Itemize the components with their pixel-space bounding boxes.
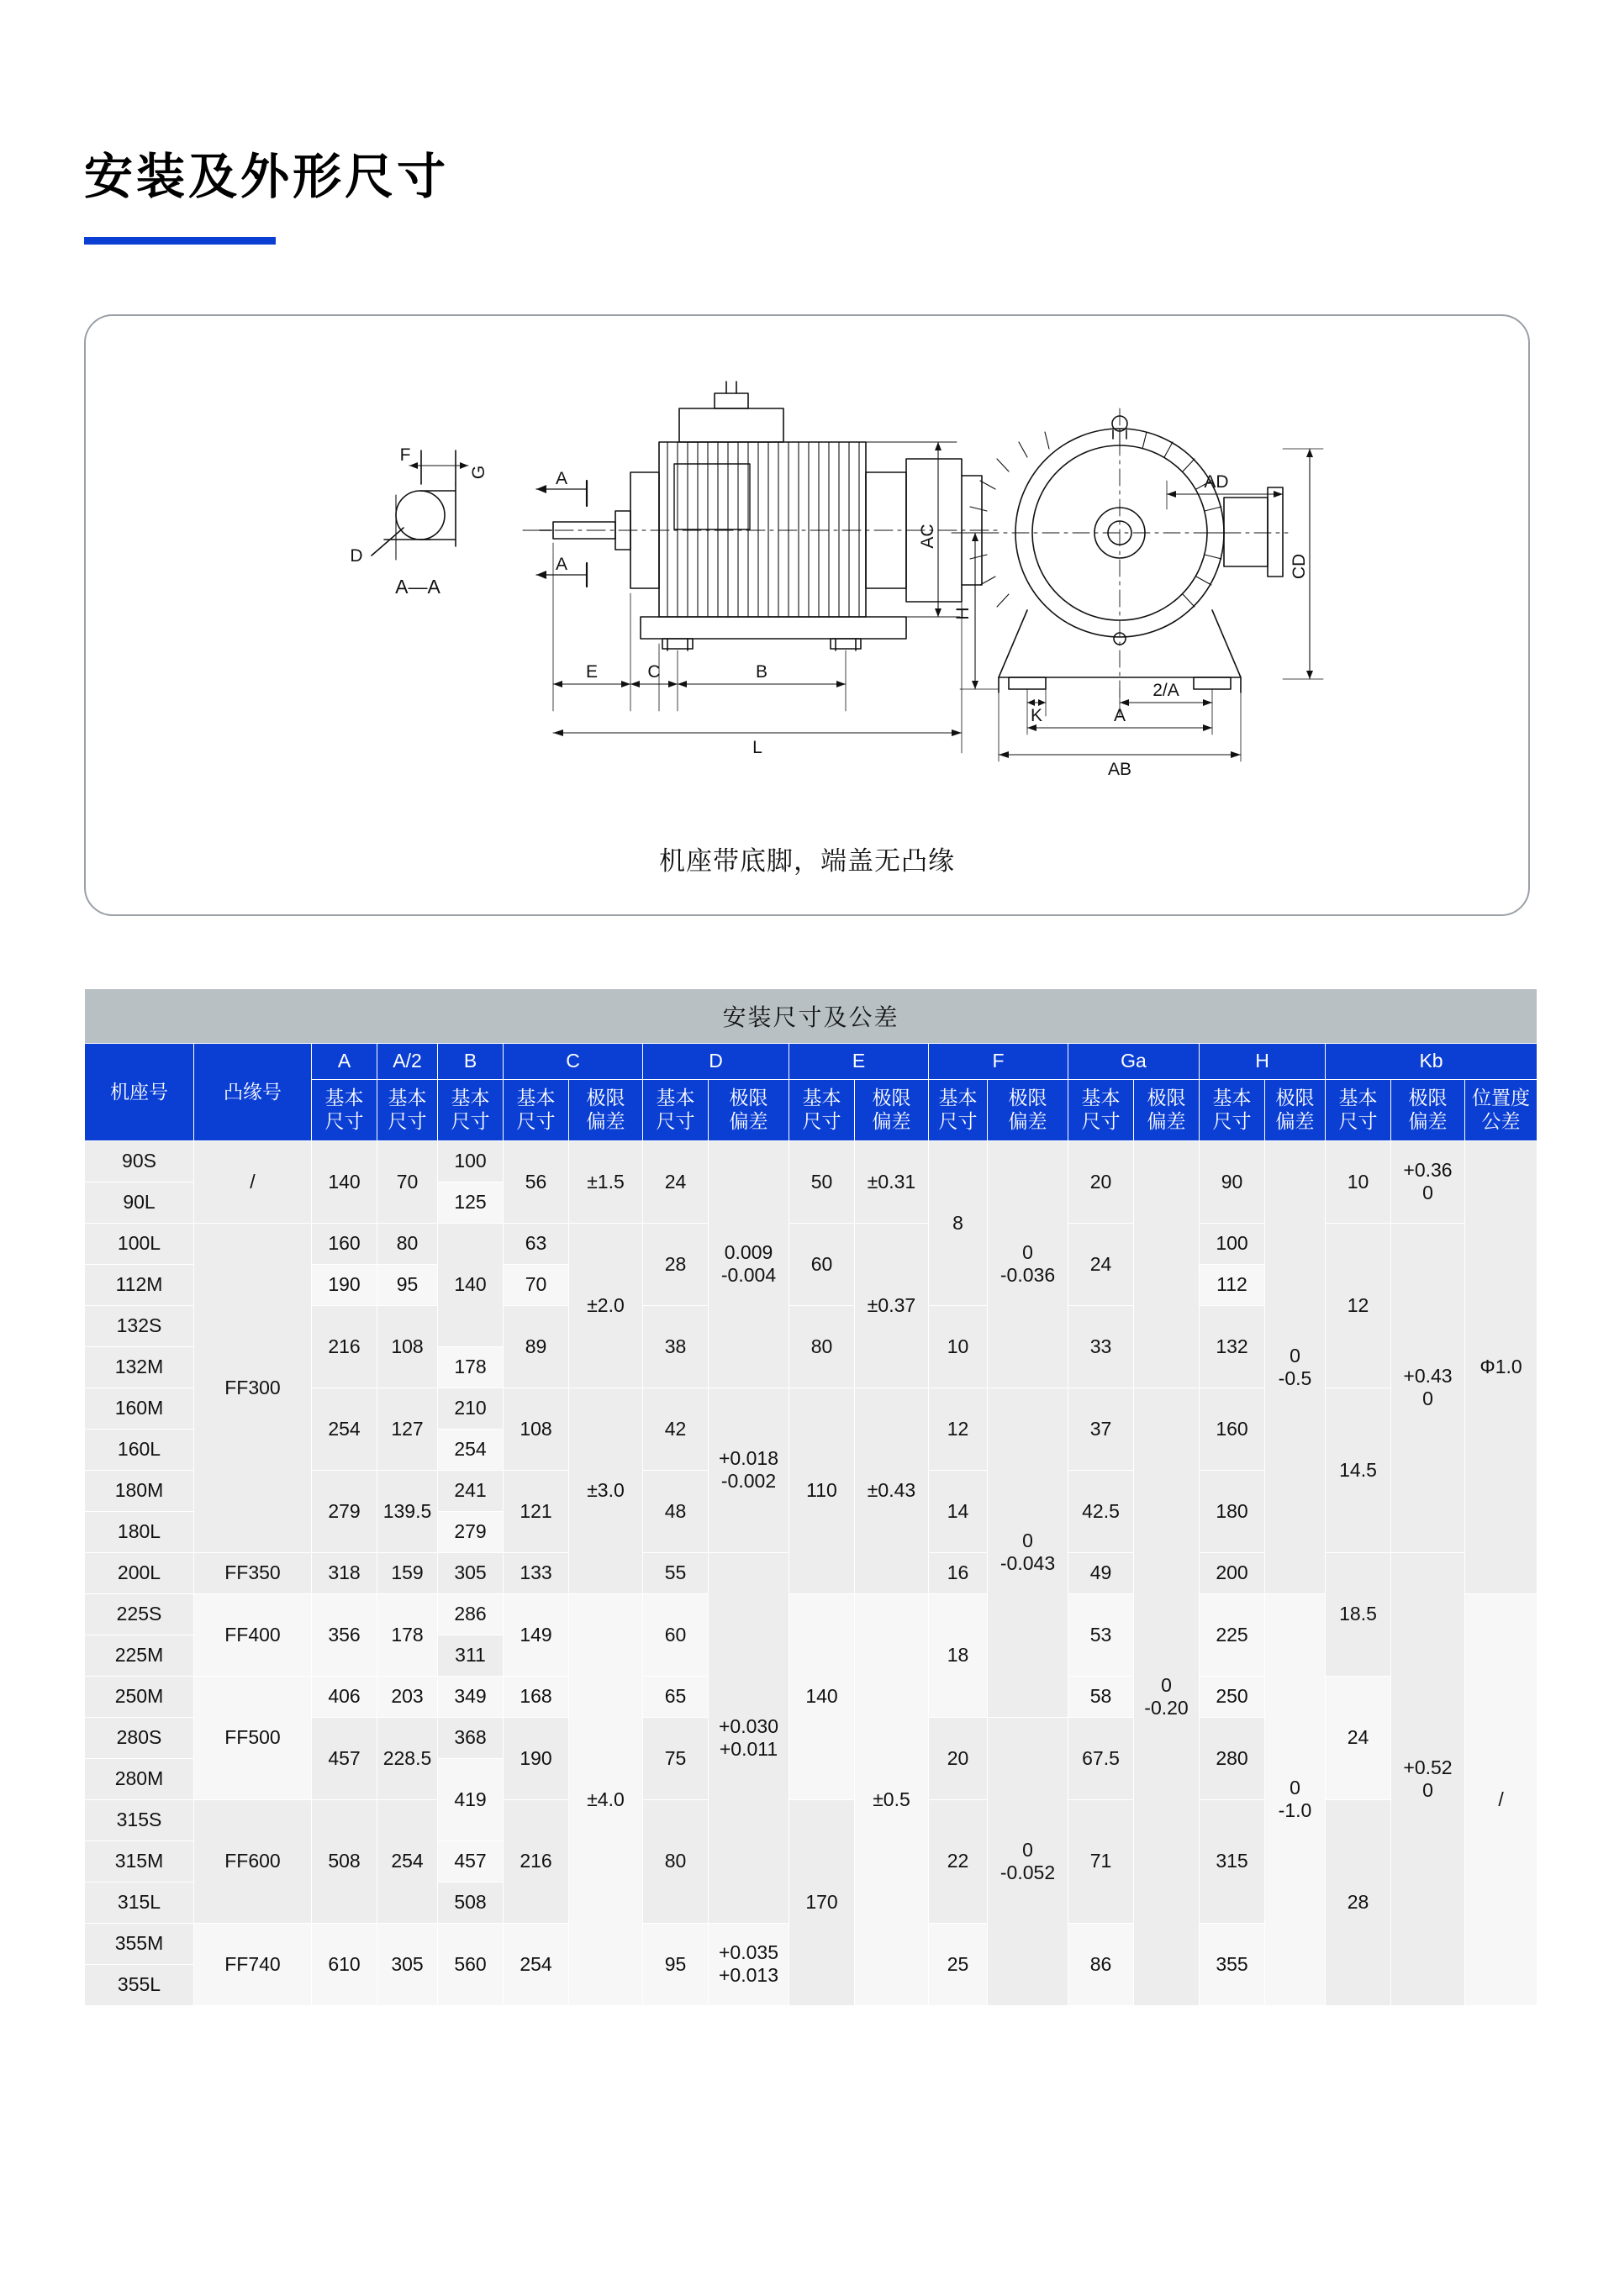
cell-kb-tol: +0.52 0 <box>1391 1552 1465 2005</box>
cell-b: 560 <box>438 1923 504 2005</box>
cell-flange: FF350 <box>194 1552 312 1593</box>
drawing-caption: 机座带底脚，端盖无凸缘 <box>659 845 955 876</box>
cell-frame-no: 225S <box>85 1593 194 1635</box>
cell-b: 508 <box>438 1882 504 1923</box>
cell-frame-no: 112M <box>85 1264 194 1305</box>
label-g: G <box>469 465 488 479</box>
page-title: 安装及外形尺寸 <box>84 149 450 204</box>
cell-f-tol: 0 -0.043 <box>988 1388 1068 1717</box>
cell-ga: 37 <box>1068 1388 1134 1470</box>
cell-e: 110 <box>789 1388 855 1593</box>
cell-e: 170 <box>789 1799 855 2005</box>
col-group-A2: A/2 <box>377 1043 438 1079</box>
label-l: L <box>752 737 762 757</box>
cell-d: 75 <box>643 1717 709 1799</box>
cell-b: 311 <box>438 1635 504 1676</box>
title-underline-rule <box>84 237 276 245</box>
cell-b: 286 <box>438 1593 504 1635</box>
cell-d: 48 <box>643 1470 709 1552</box>
cell-h: 160 <box>1200 1388 1265 1470</box>
cell-ga: 86 <box>1068 1923 1134 2005</box>
cell-b: 125 <box>438 1182 504 1223</box>
cell-d-tol: +0.018 -0.002 <box>709 1388 789 1552</box>
cell-flange: / <box>194 1140 312 1223</box>
sub-Ga-basic: 基本 尺寸 <box>1068 1079 1134 1140</box>
label-a-half: 2/A <box>1152 680 1179 700</box>
cell-h-tol: 0 -1.0 <box>1265 1593 1326 2005</box>
cell-b: 368 <box>438 1717 504 1758</box>
col-frame-no: 机座号 <box>85 1043 194 1140</box>
sub-C-basic: 基本 尺寸 <box>504 1079 569 1140</box>
cell-f: 10 <box>929 1305 988 1388</box>
cell-h: 225 <box>1200 1593 1265 1676</box>
sub-Kb-basic: 基本 尺寸 <box>1326 1079 1391 1140</box>
cell-frame-no: 280S <box>85 1717 194 1758</box>
cell-h-tol: 0 -0.5 <box>1265 1140 1326 1593</box>
cell-h: 355 <box>1200 1923 1265 2005</box>
cell-d-tol: +0.035 +0.013 <box>709 1923 789 2005</box>
cell-e: 140 <box>789 1593 855 1799</box>
cell-b: 178 <box>438 1346 504 1388</box>
cell-frame-no: 132S <box>85 1305 194 1346</box>
col-group-E: E <box>789 1043 929 1079</box>
cell-a2: 159 <box>377 1552 438 1593</box>
cell-c: 89 <box>504 1305 569 1388</box>
table-group-header-row <box>85 1043 1538 1079</box>
cell-f-tol: 0 -0.052 <box>988 1717 1068 2005</box>
cell-f-tol: 0 -0.036 <box>988 1140 1068 1388</box>
cell-a2: 178 <box>377 1593 438 1676</box>
col-group-Ga: Ga <box>1068 1043 1200 1079</box>
sub-A2-basic: 基本 尺寸 <box>377 1079 438 1140</box>
cell-h: 280 <box>1200 1717 1265 1799</box>
label-a: A <box>1113 705 1126 725</box>
col-group-D: D <box>643 1043 789 1079</box>
cell-a: 160 <box>312 1223 377 1264</box>
cell-c: 216 <box>504 1799 569 1923</box>
cell-h: 90 <box>1200 1140 1265 1223</box>
cell-c: 168 <box>504 1676 569 1717</box>
cell-a: 190 <box>312 1264 377 1305</box>
page-root <box>0 33 1614 2296</box>
label-d: D <box>350 545 363 566</box>
cell-frame-no: 315S <box>85 1799 194 1840</box>
cell-d: 60 <box>643 1593 709 1676</box>
cell-ga-tol <box>1134 1140 1200 1388</box>
cell-a: 216 <box>312 1305 377 1388</box>
cell-f: 8 <box>929 1140 988 1305</box>
cell-b: 210 <box>438 1388 504 1429</box>
label-k: K <box>1030 705 1043 725</box>
sub-H-basic: 基本 尺寸 <box>1200 1079 1265 1140</box>
cell-d-tol: +0.030 +0.011 <box>709 1552 789 1923</box>
sub-Kb-position-tol: 位置度 公差 <box>1465 1079 1538 1140</box>
cell-f: 18 <box>929 1593 988 1717</box>
label-e: E <box>585 661 599 682</box>
col-group-F: F <box>929 1043 1068 1079</box>
cell-b: 349 <box>438 1676 504 1717</box>
cell-kb: 18.5 <box>1326 1552 1391 1676</box>
sub-H-tol: 极限 偏差 <box>1265 1079 1326 1140</box>
cell-ga-tol: 0 -0.20 <box>1134 1388 1200 2005</box>
sub-E-tol: 极限 偏差 <box>855 1079 929 1140</box>
cell-c-tol: ±1.5 <box>569 1140 643 1223</box>
cell-c-tol: ±2.0 <box>569 1223 643 1388</box>
cell-frame-no: 160L <box>85 1429 194 1470</box>
cell-d-tol: 0.009 -0.004 <box>709 1140 789 1388</box>
table-body <box>85 1140 1538 2005</box>
cell-frame-no: 90S <box>85 1140 194 1182</box>
cell-f: 12 <box>929 1388 988 1470</box>
cell-b: 241 <box>438 1470 504 1511</box>
sub-D-basic: 基本 尺寸 <box>643 1079 709 1140</box>
cell-f: 25 <box>929 1923 988 2005</box>
cell-ga: 33 <box>1068 1305 1134 1388</box>
sub-E-basic: 基本 尺寸 <box>789 1079 855 1140</box>
cell-a2: 254 <box>377 1799 438 1923</box>
cell-c: 108 <box>504 1388 569 1470</box>
cell-e-tol: ±0.37 <box>855 1223 929 1388</box>
cell-flange: FF600 <box>194 1799 312 1923</box>
cell-kb: 12 <box>1326 1223 1391 1388</box>
cell-a2: 80 <box>377 1223 438 1264</box>
table-band-title: 安装尺寸及公差 <box>85 988 1538 1043</box>
cell-a: 610 <box>312 1923 377 2005</box>
cell-ga: 20 <box>1068 1140 1134 1223</box>
cell-kb: 24 <box>1326 1676 1391 1799</box>
cell-h: 250 <box>1200 1676 1265 1717</box>
cell-a: 356 <box>312 1593 377 1676</box>
cell-frame-no: 200L <box>85 1552 194 1593</box>
cell-e: 60 <box>789 1223 855 1305</box>
cell-c: 121 <box>504 1470 569 1552</box>
cell-a: 406 <box>312 1676 377 1717</box>
label-ab: AB <box>1107 759 1132 779</box>
label-ad: AD <box>1204 471 1229 492</box>
sub-B-basic: 基本 尺寸 <box>438 1079 504 1140</box>
cell-frame-no: 90L <box>85 1182 194 1223</box>
cell-d: 38 <box>643 1305 709 1388</box>
cell-frame-no: 250M <box>85 1676 194 1717</box>
cell-kb-tol: +0.36 0 <box>1391 1140 1465 1223</box>
cell-d: 28 <box>643 1223 709 1305</box>
cell-a: 508 <box>312 1799 377 1923</box>
cell-frame-no: 180L <box>85 1511 194 1552</box>
cell-c: 70 <box>504 1264 569 1305</box>
cell-a2: 95 <box>377 1264 438 1305</box>
cell-e: 50 <box>789 1140 855 1223</box>
cell-pos-tol: Φ1.0 <box>1465 1140 1538 1593</box>
cell-h: 315 <box>1200 1799 1265 1923</box>
cell-a: 140 <box>312 1140 377 1223</box>
cell-h: 132 <box>1200 1305 1265 1388</box>
cell-a2: 127 <box>377 1388 438 1470</box>
cell-e-tol: ±0.31 <box>855 1140 929 1223</box>
installation-dimensions-table <box>84 988 1538 2006</box>
cell-e: 80 <box>789 1305 855 1388</box>
cell-flange: FF400 <box>194 1593 312 1676</box>
cell-b: 254 <box>438 1429 504 1470</box>
label-c: C <box>647 661 661 682</box>
label-ac: AC <box>918 523 937 549</box>
col-group-Kb: Kb <box>1326 1043 1538 1079</box>
drawing-panel <box>84 314 1530 916</box>
cell-a: 254 <box>312 1388 377 1470</box>
cell-d: 95 <box>643 1923 709 2005</box>
label-section-aa: A—A <box>395 575 440 598</box>
sub-C-tol: 极限 偏差 <box>569 1079 643 1140</box>
cell-h: 180 <box>1200 1470 1265 1552</box>
cell-a2: 139.5 <box>377 1470 438 1552</box>
col-group-H: H <box>1200 1043 1326 1079</box>
cell-b: 419 <box>438 1758 504 1840</box>
cell-a: 457 <box>312 1717 377 1799</box>
cell-d: 80 <box>643 1799 709 1923</box>
cell-frame-no: 315L <box>85 1882 194 1923</box>
cell-b: 140 <box>438 1223 504 1346</box>
label-section-a-top: A <box>555 468 568 488</box>
cell-a: 318 <box>312 1552 377 1593</box>
cell-a2: 228.5 <box>377 1717 438 1799</box>
cell-f: 22 <box>929 1799 988 1923</box>
cell-kb: 14.5 <box>1326 1388 1391 1552</box>
col-group-B: B <box>438 1043 504 1079</box>
cell-ga: 53 <box>1068 1593 1134 1676</box>
cell-b: 279 <box>438 1511 504 1552</box>
cell-frame-no: 100L <box>85 1223 194 1264</box>
cell-f: 20 <box>929 1717 988 1799</box>
cell-c: 190 <box>504 1717 569 1799</box>
label-section-a-bottom: A <box>555 554 568 574</box>
cell-h: 100 <box>1200 1223 1265 1264</box>
motor-outline-drawing <box>86 316 1528 914</box>
label-cd: CD <box>1290 553 1309 579</box>
cell-c: 254 <box>504 1923 569 2005</box>
cell-d: 24 <box>643 1140 709 1223</box>
cell-kb-tol: +0.43 0 <box>1391 1223 1465 1552</box>
col-group-A: A <box>312 1043 377 1079</box>
cell-a2: 305 <box>377 1923 438 2005</box>
cell-pos-tol: / <box>1465 1593 1538 2005</box>
label-f: F <box>399 445 411 465</box>
sub-A-basic: 基本 尺寸 <box>312 1079 377 1140</box>
cell-d: 42 <box>643 1388 709 1470</box>
cell-c: 133 <box>504 1552 569 1593</box>
cell-ga: 49 <box>1068 1552 1134 1593</box>
cell-a2: 203 <box>377 1676 438 1717</box>
cell-ga: 58 <box>1068 1676 1134 1717</box>
cell-frame-no: 355M <box>85 1923 194 1964</box>
cell-c: 149 <box>504 1593 569 1676</box>
cell-c: 56 <box>504 1140 569 1223</box>
sub-F-basic: 基本 尺寸 <box>929 1079 988 1140</box>
cell-b: 305 <box>438 1552 504 1593</box>
cell-h: 200 <box>1200 1552 1265 1593</box>
cell-d: 65 <box>643 1676 709 1717</box>
cell-f: 16 <box>929 1552 988 1593</box>
cell-a: 279 <box>312 1470 377 1552</box>
cell-e-tol: ±0.5 <box>855 1593 929 2005</box>
cell-b: 457 <box>438 1840 504 1882</box>
table-row <box>85 1593 1538 1635</box>
cell-ga: 42.5 <box>1068 1470 1134 1552</box>
cell-d: 55 <box>643 1552 709 1593</box>
cell-frame-no: 132M <box>85 1346 194 1388</box>
cell-ga: 67.5 <box>1068 1717 1134 1799</box>
cell-flange: FF300 <box>194 1223 312 1552</box>
cell-flange: FF500 <box>194 1676 312 1799</box>
cell-a2: 108 <box>377 1305 438 1388</box>
sub-Ga-tol: 极限 偏差 <box>1134 1079 1200 1140</box>
cell-a2: 70 <box>377 1140 438 1223</box>
cell-h: 112 <box>1200 1264 1265 1305</box>
label-h: H <box>953 606 973 620</box>
sub-Kb-tol: 极限 偏差 <box>1391 1079 1465 1140</box>
cell-e-tol: ±0.43 <box>855 1388 929 1593</box>
col-group-C: C <box>504 1043 643 1079</box>
cell-ga: 24 <box>1068 1223 1134 1305</box>
col-flange-no: 凸缘号 <box>194 1043 312 1140</box>
table-row <box>85 1140 1538 1182</box>
cell-b: 100 <box>438 1140 504 1182</box>
sub-D-tol: 极限 偏差 <box>709 1079 789 1140</box>
cell-frame-no: 355L <box>85 1964 194 2005</box>
cell-frame-no: 180M <box>85 1470 194 1511</box>
sub-F-tol: 极限 偏差 <box>988 1079 1068 1140</box>
cell-kb: 10 <box>1326 1140 1391 1223</box>
cell-f: 14 <box>929 1470 988 1552</box>
cell-frame-no: 225M <box>85 1635 194 1676</box>
cell-flange: FF740 <box>194 1923 312 2005</box>
label-b: B <box>755 661 768 682</box>
cell-frame-no: 160M <box>85 1388 194 1429</box>
cell-kb: 28 <box>1326 1799 1391 2005</box>
cell-c-tol: ±3.0 <box>569 1388 643 1593</box>
cell-ga: 71 <box>1068 1799 1134 1923</box>
cell-frame-no: 280M <box>85 1758 194 1799</box>
cell-c-tol: ±4.0 <box>569 1593 643 2005</box>
cell-c: 63 <box>504 1223 569 1264</box>
cell-frame-no: 315M <box>85 1840 194 1882</box>
